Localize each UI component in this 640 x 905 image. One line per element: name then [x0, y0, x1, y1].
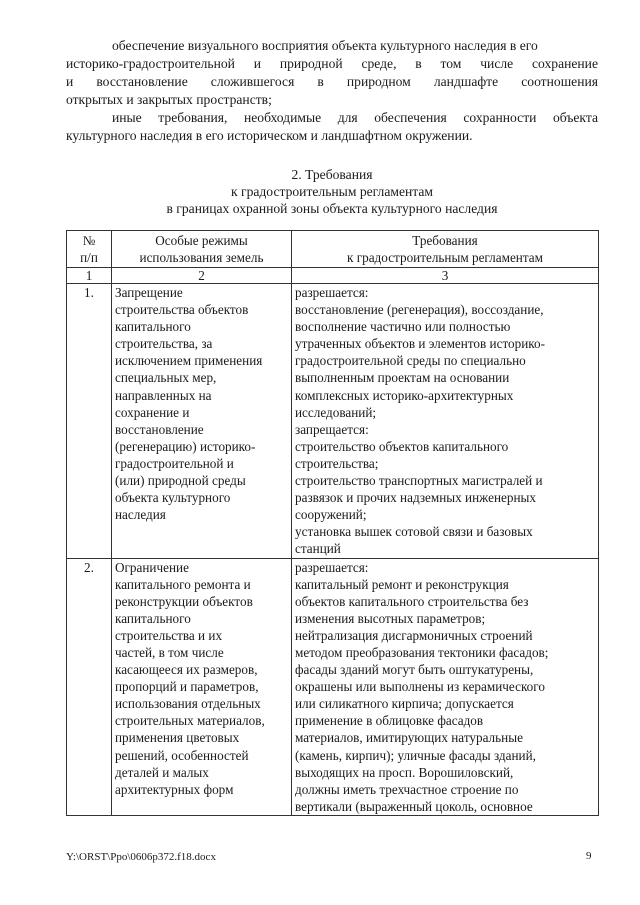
regime-line: капитального	[115, 610, 191, 626]
requirement-line: разрешается:	[295, 559, 369, 575]
requirement-line: восполнение частично или полностью	[295, 319, 511, 335]
requirement-line: методом преобразования тектоники фасадов;	[295, 644, 549, 660]
requirement-line: градостроительной среды по специально	[295, 353, 526, 369]
requirement-line: комплексных историко-архитектурных	[295, 387, 514, 403]
requirement-line: выходящих на просп. Ворошиловский,	[295, 764, 514, 780]
regime-line: капитального ремонта и	[115, 576, 251, 592]
table-row	[67, 558, 599, 815]
regime-line: Запрещение	[115, 285, 183, 300]
row-number: 1.	[67, 284, 112, 559]
requirements-table	[66, 230, 599, 816]
header-number: № п/п	[67, 231, 112, 268]
requirement-line: исследований;	[295, 404, 377, 420]
requirement-line: должны иметь трехчастное строение по	[295, 781, 519, 797]
requirement-line: утраченных объектов и элементов историко-	[295, 336, 546, 352]
table-header-row	[67, 231, 599, 268]
regime-line: пропорций и параметров,	[115, 679, 259, 695]
intro-line: обеспечение визуального восприятия объекта культурного наследия в его	[112, 38, 538, 53]
regime-line: решений, особенностей	[115, 747, 249, 763]
regime-line: частей, в том числе	[115, 644, 224, 660]
regime-line: использования отдельных	[115, 696, 261, 712]
regime-line: строительных материалов,	[115, 713, 265, 729]
requirement-line: строительства;	[295, 455, 379, 471]
requirement-line: разрешается:	[295, 285, 369, 300]
requirement-line: нейтрализация дисгармоничных строений	[295, 627, 533, 643]
regime-line: реконструкции объектов	[115, 593, 253, 609]
requirements-cell	[292, 558, 599, 815]
header-regime: Особые режимы использования земель	[112, 231, 292, 268]
regime-line: капитального	[115, 319, 191, 335]
requirement-line: капитальный ремонт и реконструкция	[295, 576, 509, 592]
intro-line: открытых и закрытых пространств;	[66, 92, 272, 107]
requirement-line: строительство объектов капитального	[295, 438, 509, 454]
intro-line: культурного наследия в его историческом и ландшафтном окружении.	[66, 128, 473, 143]
regime-line: направленных на	[115, 387, 212, 403]
column-number: 1	[67, 268, 112, 284]
requirement-line: станций	[295, 541, 341, 557]
heading-title: 2. Требования	[291, 167, 373, 182]
heading-subtitle: к градостроительным регламентам	[230, 184, 434, 199]
requirements-cell	[292, 284, 599, 559]
row-number: 2.	[67, 558, 112, 815]
requirement-line: изменения высотных параметров;	[295, 610, 486, 626]
regime-line: исключением применения	[115, 353, 263, 369]
page-number: 9	[586, 850, 592, 862]
regime-line: объекта культурного	[115, 490, 231, 506]
heading-subtitle: в границах охранной зоны объекта культурного наследия	[166, 201, 498, 216]
regime-line: строительства, за	[115, 336, 213, 352]
requirement-line: или силикатного кирпича; допускается	[295, 696, 514, 712]
regime-line: деталей и малых	[115, 764, 209, 780]
intro-line: иные требования, необходимые для обеспечения сохранности объекта	[112, 110, 598, 125]
requirement-line: окрашены или выполнены из керамического	[295, 679, 545, 695]
regime-line: восстановление	[115, 421, 204, 437]
column-number: 2	[112, 268, 292, 284]
regime-cell	[112, 558, 292, 815]
column-number: 3	[292, 268, 599, 284]
requirement-line: (камень, кирпич); уличные фасады зданий,	[295, 747, 536, 763]
requirement-line: материалов, имитирующих натуральные	[295, 730, 523, 746]
requirement-line: запрещается:	[295, 421, 369, 437]
regime-line: (или) природной среды	[115, 473, 246, 489]
regime-line: (регенерацию) историко-	[115, 438, 256, 454]
requirement-line: фасады зданий могут быть оштукатурены,	[295, 662, 534, 678]
regime-line: специальных мер,	[115, 370, 217, 386]
requirement-line: применение в облицовке фасадов	[295, 713, 484, 729]
requirement-line: сооружений;	[295, 507, 367, 523]
intro-paragraph	[66, 37, 598, 145]
requirement-line: строительство транспортных магистралей и	[295, 473, 543, 489]
regime-line: применения цветовых	[115, 730, 240, 746]
regime-line: Ограничение	[115, 559, 189, 575]
requirement-line: вертикали (выраженный цоколь, основное	[295, 798, 533, 814]
regime-cell	[112, 284, 292, 559]
column-number-row	[67, 268, 599, 284]
section-heading	[66, 166, 598, 217]
intro-line: и восстановление сложившегося в природном ландшафте соотношения	[66, 74, 598, 89]
requirement-line: установка вышек сотовой связи и базовых	[295, 524, 533, 540]
requirement-line: развязок и прочих надземных инженерных	[295, 490, 536, 506]
regime-line: архитектурных форм	[115, 781, 234, 797]
footer-file-path: Y:\ORST\Ppo\0606p372.f18.docx	[66, 851, 216, 863]
regime-line: сохранение и	[115, 404, 190, 420]
regime-line: градостроительной и	[115, 455, 234, 471]
requirement-line: восстановление (регенерация), воссоздание,	[295, 302, 544, 318]
regime-line: наследия	[115, 507, 166, 523]
header-requirements: Требования к градостроительным регламентам	[292, 231, 599, 268]
regime-line: строительства объектов	[115, 302, 249, 318]
requirement-line: объектов капитального строительства без	[295, 593, 529, 609]
regime-line: касающееся их размеров,	[115, 662, 258, 678]
requirement-line: выполненным проектам на основании	[295, 370, 510, 386]
table-row	[67, 284, 599, 559]
intro-line: историко-градостроительной и природной среде, в том числе сохранение	[66, 56, 598, 71]
regime-line: строительства и их	[115, 627, 223, 643]
